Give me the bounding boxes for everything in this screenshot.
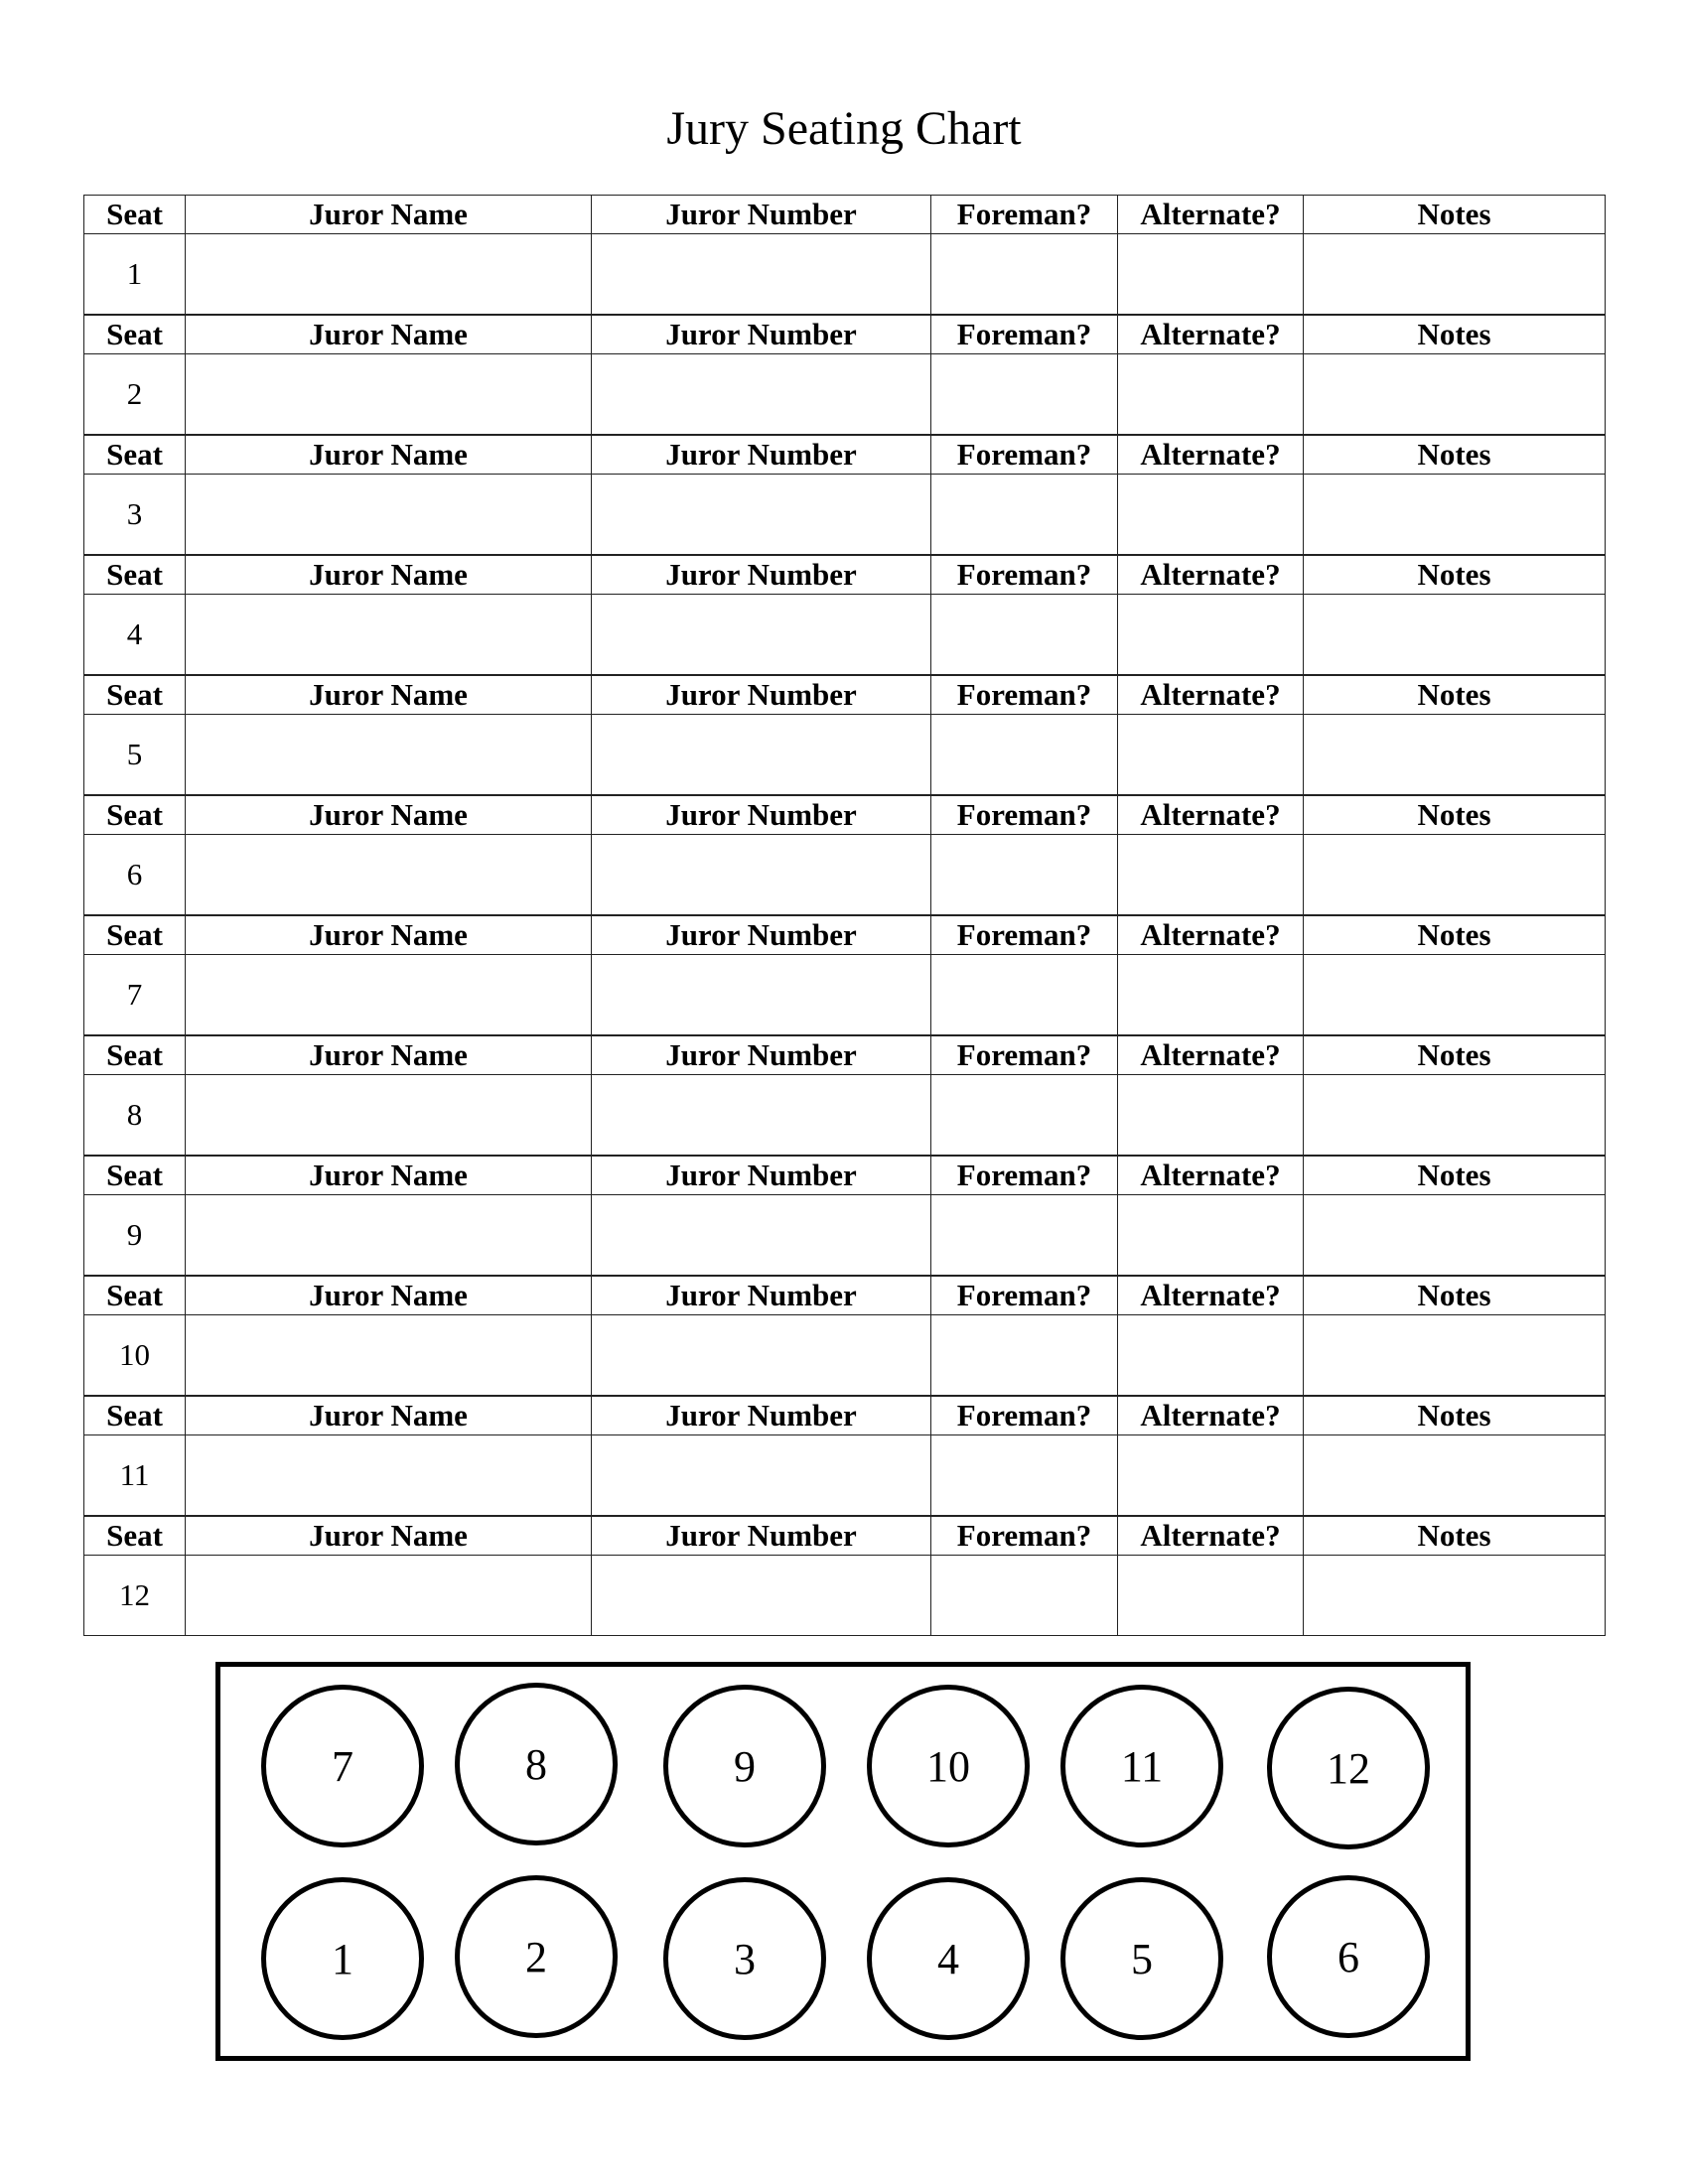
column-header-juror-name: Juror Name — [186, 555, 592, 595]
column-header-seat: Seat — [84, 315, 186, 354]
column-header-notes: Notes — [1304, 1156, 1606, 1195]
foreman-cell[interactable] — [931, 1075, 1118, 1157]
column-header-seat: Seat — [84, 1516, 186, 1556]
header-row — [84, 675, 1606, 715]
seat-circle: 8 — [455, 1683, 618, 1845]
seat-row — [84, 1435, 1606, 1517]
notes-cell[interactable] — [1304, 715, 1606, 796]
column-header-notes: Notes — [1304, 435, 1606, 475]
column-header-juror-number: Juror Number — [592, 435, 931, 475]
foreman-cell[interactable] — [931, 1315, 1118, 1397]
header-row — [84, 555, 1606, 595]
alternate-cell[interactable] — [1118, 354, 1304, 436]
seat-circle: 2 — [455, 1875, 618, 2038]
foreman-cell[interactable] — [931, 1435, 1118, 1517]
juror-number-cell[interactable] — [592, 595, 931, 676]
seat-circle: 5 — [1060, 1877, 1223, 2040]
column-header-juror-number: Juror Number — [592, 915, 931, 955]
juror-name-cell[interactable] — [186, 955, 592, 1036]
header-row — [84, 196, 1606, 234]
column-header-juror-name: Juror Name — [186, 1516, 592, 1556]
alternate-cell[interactable] — [1118, 835, 1304, 916]
notes-cell[interactable] — [1304, 1315, 1606, 1397]
seat-row — [84, 1556, 1606, 1636]
column-header-foreman: Foreman? — [931, 315, 1118, 354]
juror-name-cell[interactable] — [186, 354, 592, 436]
juror-name-cell[interactable] — [186, 1315, 592, 1397]
column-header-seat: Seat — [84, 1035, 186, 1075]
juror-number-cell[interactable] — [592, 1315, 931, 1397]
column-header-juror-number: Juror Number — [592, 1396, 931, 1435]
seat-circle: 3 — [663, 1877, 826, 2040]
header-row — [84, 315, 1606, 354]
seat-row — [84, 715, 1606, 796]
juror-number-cell[interactable] — [592, 1075, 931, 1157]
seat-number: 2 — [84, 354, 186, 436]
seat-number: 10 — [84, 1315, 186, 1397]
alternate-cell[interactable] — [1118, 595, 1304, 676]
column-header-seat: Seat — [84, 196, 186, 234]
column-header-alternate: Alternate? — [1118, 1156, 1304, 1195]
seat-number: 4 — [84, 595, 186, 676]
juror-number-cell[interactable] — [592, 354, 931, 436]
column-header-juror-name: Juror Name — [186, 675, 592, 715]
foreman-cell[interactable] — [931, 354, 1118, 436]
header-row — [84, 1516, 1606, 1556]
column-header-seat: Seat — [84, 915, 186, 955]
seat-row — [84, 1195, 1606, 1277]
juror-name-cell[interactable] — [186, 1075, 592, 1157]
seat-circle: 4 — [867, 1877, 1030, 2040]
juror-number-cell[interactable] — [592, 234, 931, 316]
column-header-juror-name: Juror Name — [186, 315, 592, 354]
jury-box-diagram — [215, 1662, 1471, 2061]
column-header-juror-number: Juror Number — [592, 1276, 931, 1315]
column-header-foreman: Foreman? — [931, 795, 1118, 835]
column-header-notes: Notes — [1304, 795, 1606, 835]
seat-circle: 7 — [261, 1685, 424, 1847]
seat-row — [84, 354, 1606, 436]
column-header-notes: Notes — [1304, 555, 1606, 595]
juror-name-cell[interactable] — [186, 715, 592, 796]
column-header-seat: Seat — [84, 435, 186, 475]
header-row — [84, 1035, 1606, 1075]
column-header-juror-number: Juror Number — [592, 555, 931, 595]
notes-cell[interactable] — [1304, 1195, 1606, 1277]
header-row — [84, 915, 1606, 955]
seat-row — [84, 835, 1606, 916]
column-header-alternate: Alternate? — [1118, 1035, 1304, 1075]
column-header-notes: Notes — [1304, 1516, 1606, 1556]
seat-row — [84, 475, 1606, 556]
header-row — [84, 1276, 1606, 1315]
column-header-juror-name: Juror Name — [186, 1035, 592, 1075]
column-header-alternate: Alternate? — [1118, 1276, 1304, 1315]
column-header-notes: Notes — [1304, 915, 1606, 955]
column-header-seat: Seat — [84, 1396, 186, 1435]
column-header-seat: Seat — [84, 1276, 186, 1315]
column-header-notes: Notes — [1304, 1035, 1606, 1075]
seat-number: 1 — [84, 234, 186, 316]
notes-cell[interactable] — [1304, 1075, 1606, 1157]
seat-row — [84, 595, 1606, 676]
seat-number: 11 — [84, 1435, 186, 1517]
alternate-cell[interactable] — [1118, 1075, 1304, 1157]
alternate-cell[interactable] — [1118, 1435, 1304, 1517]
column-header-foreman: Foreman? — [931, 1516, 1118, 1556]
notes-cell[interactable] — [1304, 1556, 1606, 1636]
juror-number-cell[interactable] — [592, 475, 931, 556]
foreman-cell[interactable] — [931, 1195, 1118, 1277]
seat-circle: 1 — [261, 1877, 424, 2040]
seat-number: 8 — [84, 1075, 186, 1157]
seat-row — [84, 234, 1606, 316]
column-header-foreman: Foreman? — [931, 1396, 1118, 1435]
column-header-notes: Notes — [1304, 1276, 1606, 1315]
column-header-juror-name: Juror Name — [186, 915, 592, 955]
column-header-alternate: Alternate? — [1118, 555, 1304, 595]
column-header-foreman: Foreman? — [931, 675, 1118, 715]
seat-number: 12 — [84, 1556, 186, 1636]
notes-cell[interactable] — [1304, 1435, 1606, 1517]
juror-name-cell[interactable] — [186, 835, 592, 916]
foreman-cell[interactable] — [931, 715, 1118, 796]
juror-name-cell[interactable] — [186, 595, 592, 676]
juror-number-cell[interactable] — [592, 715, 931, 796]
column-header-alternate: Alternate? — [1118, 315, 1304, 354]
column-header-alternate: Alternate? — [1118, 795, 1304, 835]
notes-cell[interactable] — [1304, 955, 1606, 1036]
column-header-alternate: Alternate? — [1118, 196, 1304, 234]
column-header-foreman: Foreman? — [931, 196, 1118, 234]
juror-number-cell[interactable] — [592, 955, 931, 1036]
alternate-cell[interactable] — [1118, 715, 1304, 796]
seat-circle: 11 — [1060, 1685, 1223, 1847]
seat-number: 9 — [84, 1195, 186, 1277]
juror-name-cell[interactable] — [186, 1195, 592, 1277]
notes-cell[interactable] — [1304, 234, 1606, 316]
column-header-juror-name: Juror Name — [186, 1276, 592, 1315]
column-header-foreman: Foreman? — [931, 1276, 1118, 1315]
seat-number: 5 — [84, 715, 186, 796]
column-header-juror-number: Juror Number — [592, 795, 931, 835]
column-header-seat: Seat — [84, 555, 186, 595]
alternate-cell[interactable] — [1118, 1195, 1304, 1277]
column-header-foreman: Foreman? — [931, 1156, 1118, 1195]
column-header-juror-number: Juror Number — [592, 315, 931, 354]
column-header-juror-number: Juror Number — [592, 1156, 931, 1195]
column-header-foreman: Foreman? — [931, 435, 1118, 475]
jury-table — [83, 195, 1606, 1636]
column-header-juror-name: Juror Name — [186, 196, 592, 234]
notes-cell[interactable] — [1304, 835, 1606, 916]
alternate-cell[interactable] — [1118, 1556, 1304, 1636]
notes-cell[interactable] — [1304, 475, 1606, 556]
juror-name-cell[interactable] — [186, 234, 592, 316]
seat-circle: 6 — [1267, 1875, 1430, 2038]
juror-name-cell[interactable] — [186, 1435, 592, 1517]
seat-circle: 9 — [663, 1685, 826, 1847]
column-header-juror-number: Juror Number — [592, 196, 931, 234]
juror-number-cell[interactable] — [592, 835, 931, 916]
header-row — [84, 435, 1606, 475]
header-row — [84, 1156, 1606, 1195]
alternate-cell[interactable] — [1118, 1315, 1304, 1397]
column-header-juror-name: Juror Name — [186, 1396, 592, 1435]
seat-number: 7 — [84, 955, 186, 1036]
seat-row — [84, 1315, 1606, 1397]
column-header-notes: Notes — [1304, 1396, 1606, 1435]
column-header-seat: Seat — [84, 1156, 186, 1195]
seat-circle: 12 — [1267, 1687, 1430, 1849]
seat-row — [84, 1075, 1606, 1157]
alternate-cell[interactable] — [1118, 475, 1304, 556]
foreman-cell[interactable] — [931, 475, 1118, 556]
column-header-notes: Notes — [1304, 196, 1606, 234]
column-header-alternate: Alternate? — [1118, 1396, 1304, 1435]
column-header-alternate: Alternate? — [1118, 915, 1304, 955]
header-row — [84, 795, 1606, 835]
column-header-alternate: Alternate? — [1118, 675, 1304, 715]
column-header-foreman: Foreman? — [931, 1035, 1118, 1075]
juror-name-cell[interactable] — [186, 1556, 592, 1636]
column-header-alternate: Alternate? — [1118, 1516, 1304, 1556]
foreman-cell[interactable] — [931, 1556, 1118, 1636]
column-header-juror-name: Juror Name — [186, 1156, 592, 1195]
column-header-juror-number: Juror Number — [592, 1516, 931, 1556]
juror-number-cell[interactable] — [592, 1556, 931, 1636]
foreman-cell[interactable] — [931, 234, 1118, 316]
column-header-foreman: Foreman? — [931, 555, 1118, 595]
juror-number-cell[interactable] — [592, 1435, 931, 1517]
column-header-juror-number: Juror Number — [592, 675, 931, 715]
notes-cell[interactable] — [1304, 354, 1606, 436]
foreman-cell[interactable] — [931, 835, 1118, 916]
seat-number: 6 — [84, 835, 186, 916]
juror-number-cell[interactable] — [592, 1195, 931, 1277]
alternate-cell[interactable] — [1118, 234, 1304, 316]
seat-row — [84, 955, 1606, 1036]
header-row — [84, 1396, 1606, 1435]
seat-circle: 10 — [867, 1685, 1030, 1847]
column-header-notes: Notes — [1304, 675, 1606, 715]
juror-name-cell[interactable] — [186, 475, 592, 556]
foreman-cell[interactable] — [931, 595, 1118, 676]
column-header-seat: Seat — [84, 795, 186, 835]
page-title: Jury Seating Chart — [666, 102, 1022, 155]
column-header-juror-name: Juror Name — [186, 795, 592, 835]
column-header-juror-number: Juror Number — [592, 1035, 931, 1075]
column-header-seat: Seat — [84, 675, 186, 715]
column-header-foreman: Foreman? — [931, 915, 1118, 955]
column-header-juror-name: Juror Name — [186, 435, 592, 475]
seat-number: 3 — [84, 475, 186, 556]
alternate-cell[interactable] — [1118, 955, 1304, 1036]
column-header-alternate: Alternate? — [1118, 435, 1304, 475]
notes-cell[interactable] — [1304, 595, 1606, 676]
foreman-cell[interactable] — [931, 955, 1118, 1036]
column-header-notes: Notes — [1304, 315, 1606, 354]
